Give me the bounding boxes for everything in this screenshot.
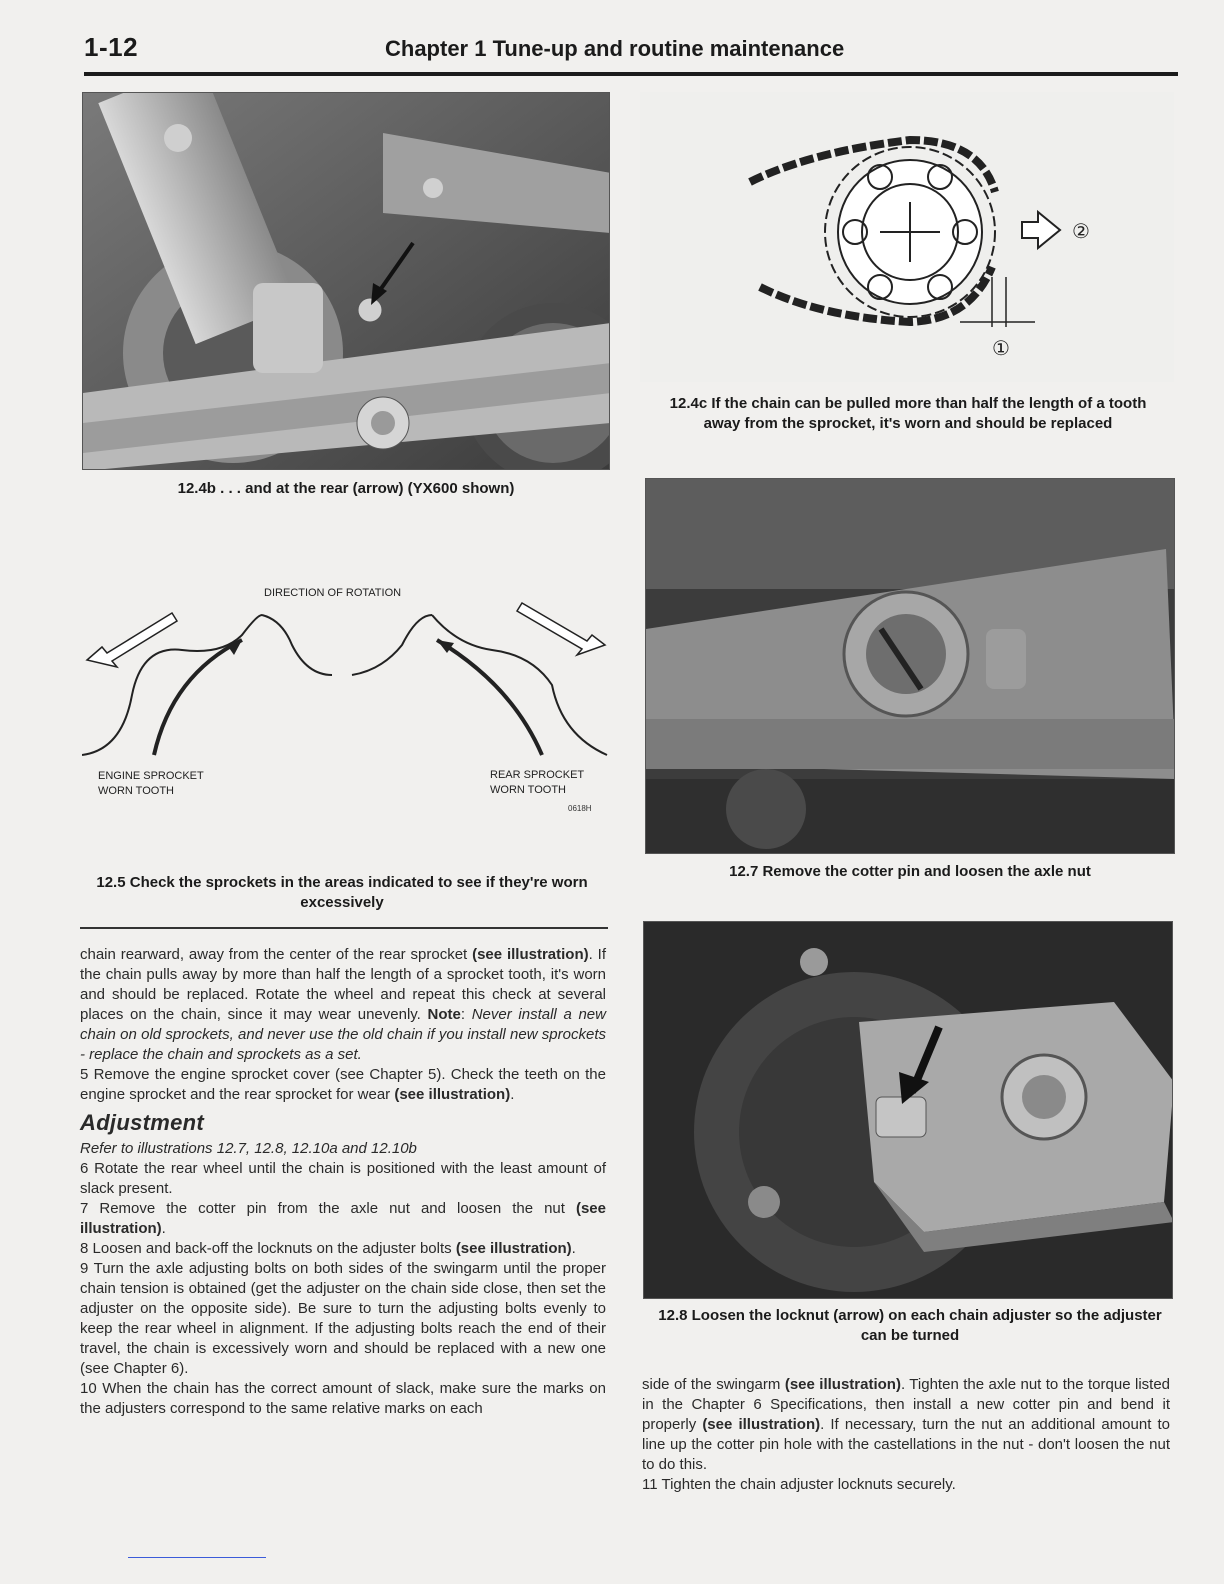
text-run: chain rearward, away from the center of the rear sprocket [80,946,473,963]
right-column-text [642,1375,1170,1495]
header-rule [84,72,1178,76]
paragraph-5 [80,1065,606,1105]
see-illustration-ref: (see illustration) [472,946,589,963]
caption-12-4c: 12.4c If the chain can be pulled more than half the length of a tooth away from the sprocket, it's worn and should be replaced [669,395,1147,432]
photo-12-4b [82,92,610,470]
paragraph-10: 10 When the chain has the correct amount of slack, make sure the marks on the adjusters correspond to the same relative marks on each [80,1380,606,1417]
photo-12-7 [645,478,1175,854]
see-illustration-ref: (see illustration) [455,1240,572,1257]
see-illustration-ref: (see illustration) [784,1376,901,1393]
figure-divider [80,927,608,929]
see-illustration-ref: (see illustration) [702,1416,821,1433]
text-run: . [571,1240,576,1257]
paragraph-10-continued [642,1375,1170,1475]
text-run: . Tighten the axle nut to the torque listed in the Chapter 6 Specifications, then install a new cotter pin and bend it properly [642,1376,1171,1433]
paragraph-11: 11 Tighten the chain adjuster locknuts securely. [642,1476,956,1493]
text-run: . [510,1086,515,1103]
note-label: Note [427,1006,461,1023]
paragraph-8 [80,1239,606,1259]
caption-12-4b: 12.4b . . . and at the rear (arrow) (YX600 shown) [177,480,515,497]
text-run: . If necessary, turn the nut an additional amount to line up the cotter pin hole with the castellations in the nut - don't loosen the nut to do this. [642,1416,1170,1473]
left-column-text [80,945,606,1419]
engine-worn-label: WORN TOOTH [98,785,174,797]
text-run: 8 Loosen and back-off the locknuts on the adjuster bolts [80,1240,456,1257]
text-run: 5 Remove the engine sprocket cover (see Chapter 5). Check the teeth on the engine sprocket and the rear sprocket for wear [80,1066,606,1103]
paragraph-4-continued [80,945,606,1065]
photo-12-8 [643,921,1173,1299]
direction-label: DIRECTION OF ROTATION [264,587,402,599]
paragraph-7 [80,1199,606,1239]
text-run: : [460,1006,472,1023]
note-text: Never install a new chain on old sprockets, and never use the old chain if you install new sprockets - replace the chain and sprockets as a set. [80,1006,606,1063]
engine-sprocket-label: ENGINE SPROCKET [98,770,204,782]
callout-1: ① [992,336,1010,360]
page-number: 1-12 [84,32,139,62]
rear-worn-label: WORN TOOTH [490,784,566,796]
rear-sprocket-label: REAR SPROCKET [490,769,585,781]
caption-12-7: 12.7 Remove the cotter pin and loosen the axle nut [729,863,1091,880]
see-illustration-ref: (see illustration) [394,1086,511,1103]
refer-line: Refer to illustrations 12.7, 12.8, 12.10a and 12.10b [80,1140,417,1157]
diagram-code: 0618H [568,804,592,813]
chain-sprocket-diagram [640,92,1174,382]
photo-12-8-image [644,922,1173,1299]
footer-link-line [128,1557,266,1558]
text-run: . If the chain pulls away by more than half the length of a sprocket tooth, it's worn and should be replaced. Rotate the wheel and repeat this check at several places on the chain, since it may wear unevenly. [80,946,606,1023]
photo-12-7-image [646,479,1175,854]
chapter-title: Chapter 1 Tune-up and routine maintenance [385,36,845,61]
text-run: side of the swingarm [642,1376,785,1393]
text-run: 7 Remove the cotter pin from the axle nut and loosen the nut [80,1200,576,1217]
paragraph-6: 6 Rotate the rear wheel until the chain is positioned with the least amount of slack present. [80,1160,606,1197]
diagram-12-5 [82,575,610,820]
see-illustration-ref: (see illustration) [80,1200,606,1237]
paragraph-9: 9 Turn the axle adjusting bolts on both sides of the swingarm until the proper chain tension is obtained (get the adjuster on the chain side close, then set the adjuster on the opposite side). Be sure to turn the adjusting bolts evenly to keep the rear wheel in alignment. If the adjusting bolts reach the end of their travel, the chain is excessively worn and should be replaced with a new one (see Chapter 6). [80,1260,606,1377]
caption-12-5: 12.5 Check the sprockets in the areas indicated to see if they're worn excessively [96,874,588,911]
section-heading-adjustment: Adjustment [80,1110,204,1135]
callout-2: ② [1072,219,1090,243]
photo-12-4b-image [83,93,610,470]
text-run: . [161,1220,166,1237]
diagram-12-4c [640,92,1174,382]
caption-12-8: 12.8 Loosen the locknut (arrow) on each chain adjuster so the adjuster can be turned [658,1307,1162,1344]
